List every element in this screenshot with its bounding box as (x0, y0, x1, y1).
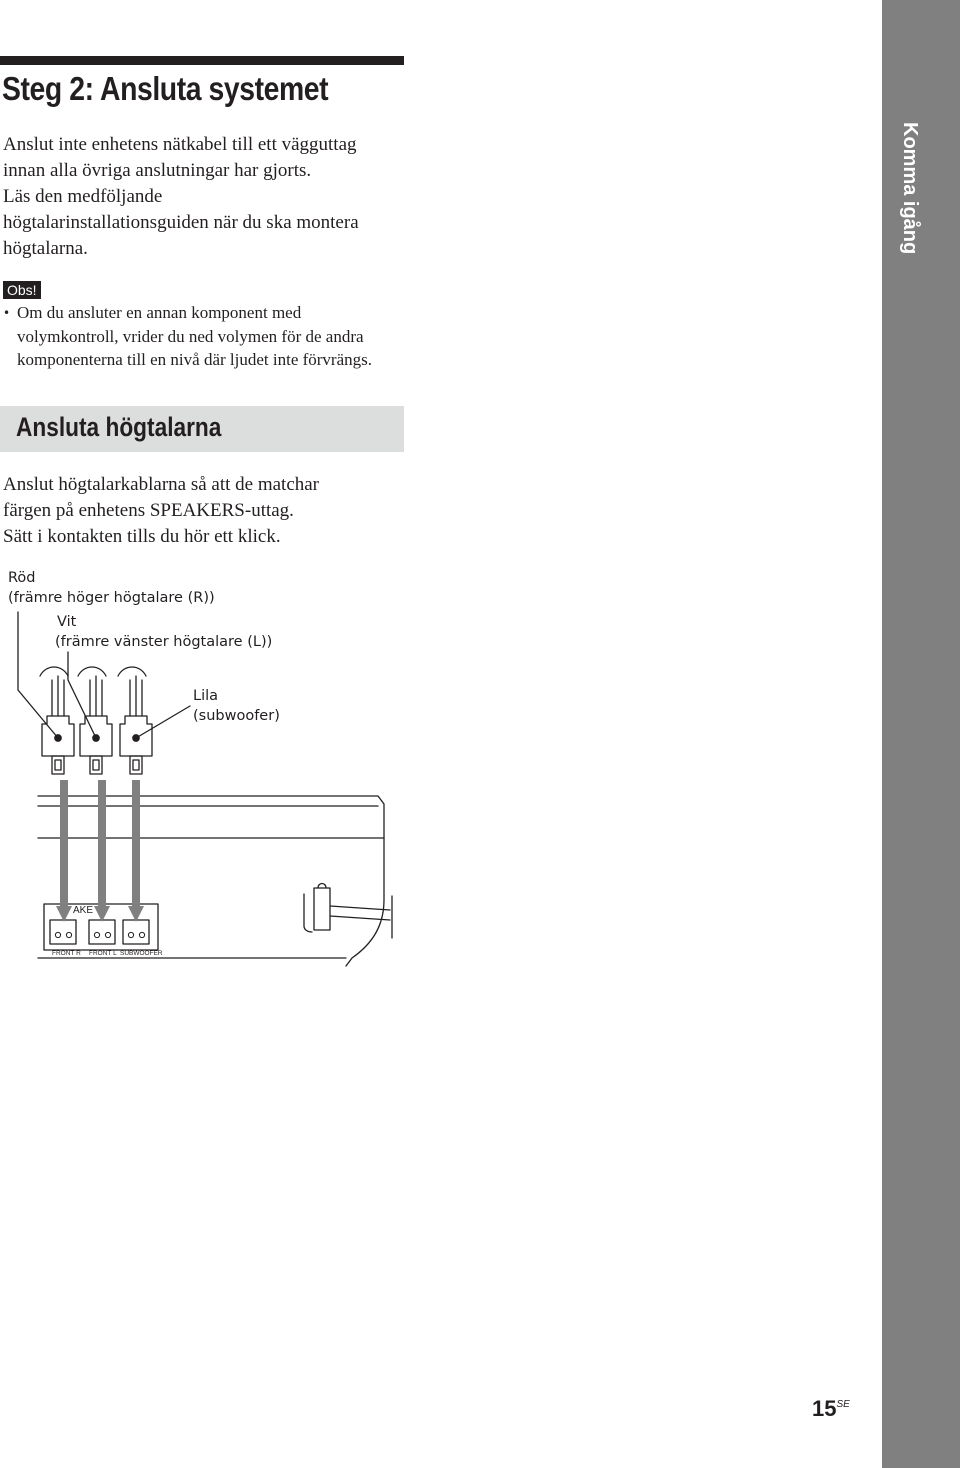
note-label: Obs! (3, 281, 41, 299)
page-title: Steg 2: Ansluta systemet (2, 70, 329, 107)
intro-line: högtalarna. (3, 238, 88, 259)
leader-line-white (68, 652, 96, 738)
callout-purple-desc: (subwoofer) (193, 708, 280, 724)
arrow-front-r (60, 780, 68, 910)
intro-line: högtalarinstallationsguiden när du ska montera (3, 212, 359, 233)
intro-line: innan alla övriga anslutningar har gjorts. (3, 160, 312, 181)
leader-line-purple (136, 706, 190, 738)
instruction-line: Sätt i kontakten tills du hör ett klick. (3, 526, 281, 547)
callout-red-desc: (främre höger högtalare (R)) (8, 590, 215, 606)
speaker-connection-diagram (0, 600, 420, 980)
page-number-suffix: SE (836, 1399, 850, 1410)
terminal-holes (55, 932, 144, 937)
note-line: komponenterna till en nivå där ljudet inte förvrängs. (17, 350, 373, 369)
bullet-icon: • (3, 306, 11, 320)
instruction-line: Anslut högtalarkablarna så att de matchar (3, 474, 320, 495)
plug-subwoofer (118, 667, 152, 774)
insertion-arrows (56, 780, 144, 922)
jack-label-front-l: FRONT L (89, 950, 117, 957)
intro-line: Läs den medföljande (3, 186, 163, 207)
side-tab (882, 0, 960, 1468)
callout-white-title: Vit (57, 614, 77, 630)
jack-label-subwoofer: SUBWOOFER (120, 950, 163, 957)
arrow-front-l (98, 780, 106, 910)
heading-rule (0, 56, 404, 65)
leader-line-red (18, 612, 58, 738)
intro-line: Anslut inte enhetens nätkabel till ett vägguttag (3, 134, 357, 155)
note-text (3, 301, 372, 371)
panel-label: AKE (73, 905, 94, 916)
jack-label-front-r: FRONT R (52, 950, 81, 957)
unit-rear-panel (38, 796, 392, 966)
subheading: Ansluta högtalarna (16, 412, 222, 442)
side-tab-label: Komma igång (899, 122, 921, 255)
plug-front-l (78, 667, 112, 774)
arrow-subwoofer (132, 780, 140, 910)
note-line: volymkontroll, vrider du ned volymen för de andra (17, 327, 364, 346)
page-number (812, 1396, 850, 1422)
instruction-line: färgen på enhetens SPEAKERS-uttag. (3, 500, 294, 521)
note-line (3, 301, 372, 325)
page-number-value: 15 (812, 1396, 837, 1421)
callout-red-title: Röd (8, 570, 36, 586)
callout-purple-title: Lila (193, 688, 219, 704)
note-line-text: Om du ansluter en annan komponent med (17, 303, 302, 322)
callout-white-desc: (främre vänster högtalare (L)) (55, 634, 273, 650)
